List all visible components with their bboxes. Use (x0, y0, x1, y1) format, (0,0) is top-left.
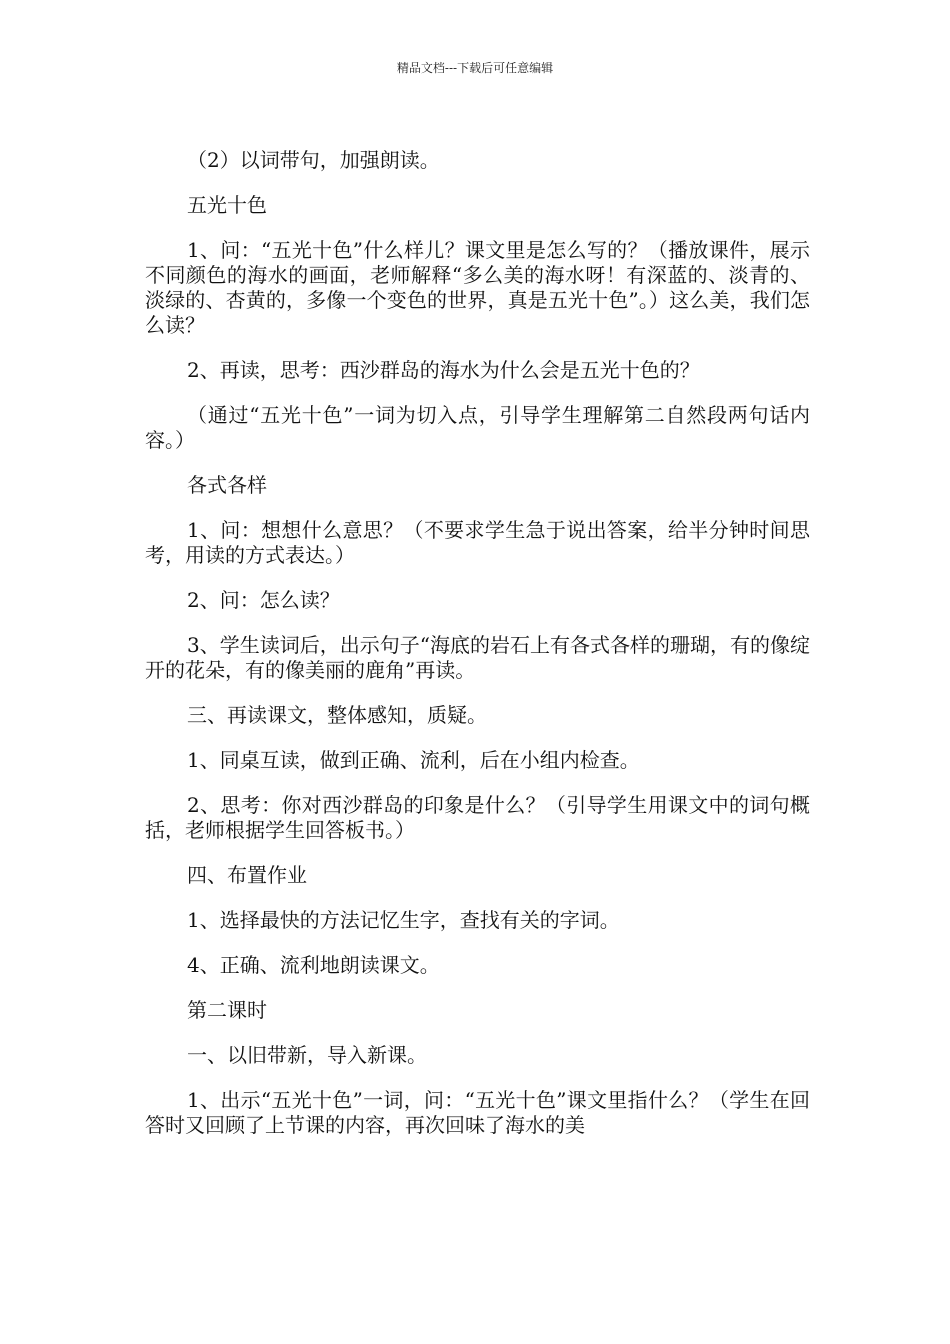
paragraph-homework-1: 1、选择最快的方法记忆生字，查找有关的字词。 (187, 908, 620, 932)
paragraph-review-intro: 一、以旧带新，导入新课。 (187, 1043, 427, 1067)
paragraph-question-1: 1、问：“五光十色”什么样儿？课文里是怎么写的？（播放课件，展示不同颜色的海水的画面，老师解释“多么美的海水呀！有深蓝的、淡青的、淡绿的、杏黄的，多像一个变色的世界，真是五光十色”。）这么美，我们怎么读？ (145, 238, 810, 337)
document-body (145, 148, 810, 1158)
page-header: 精品文档---下载后可任意编辑 (396, 61, 554, 75)
paragraph-question-2: 2、再读，思考：西沙群岛的海水为什么会是五光十色的？ (187, 358, 700, 382)
paragraph-section-three: 三、再读课文，整体感知，质疑。 (187, 703, 487, 727)
paragraph-pair-reading: 1、同桌互读，做到正确、流利，后在小组内检查。 (187, 748, 640, 772)
paragraph-meaning-question: 1、问：想想什么意思？（不要求学生急于说出答案，给半分钟时间思考，用读的方式表达。） (145, 518, 810, 567)
paragraph-reading-method: （2）以词带句，加强朗读。 (187, 148, 440, 172)
paragraph-homework-4: 4、正确、流利地朗读课文。 (187, 953, 440, 977)
paragraph-second-lesson: 第二课时 (187, 998, 267, 1022)
paragraph-how-to-read: 2、问：怎么读？ (187, 588, 340, 612)
paragraph-heading-geshigeyang: 各式各样 (187, 473, 267, 497)
paragraph-sentence-reading: 3、学生读词后，出示句子“海底的岩石上有各式各样的珊瑚，有的像绽开的花朵，有的像美丽的鹿角”再读。 (145, 633, 810, 682)
paragraph-heading-wuguangshise: 五光十色 (187, 193, 267, 217)
paragraph-note: （通过“五光十色”一词为切入点，引导学生理解第二自然段两句话内容。） (145, 403, 810, 452)
paragraph-section-four: 四、布置作业 (187, 863, 307, 887)
paragraph-review-question: 1、出示“五光十色”一词，问：“五光十色”课文里指什么？（学生在回答时又回顾了上节课的内容，再次回味了海水的美 (145, 1088, 810, 1137)
paragraph-impression: 2、思考：你对西沙群岛的印象是什么？（引导学生用课文中的词句概括，老师根据学生回答板书。） (145, 793, 810, 842)
